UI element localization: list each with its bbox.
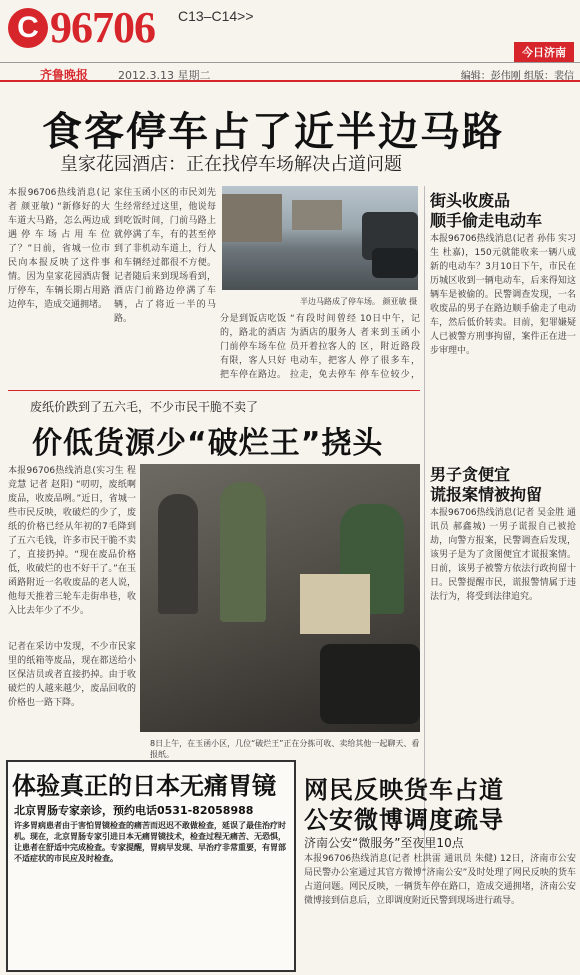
side2-headline-line1: 男子贪便宜 <box>430 465 511 484</box>
issue-date: 2012.3.13 星期二 <box>118 69 211 82</box>
story3-kicker: 济南公安“微服务”至夜里10点 <box>304 836 464 850</box>
lead-body-col3: 分是到饭店吃饭的，路北的酒店门前停车场车位有限，客人只好把车停在路边。 <box>220 314 286 380</box>
story2-body-col1: 本报96706热线消息(实习生 程竞慧 记者 赵阳) “叨叨，废纸啊废品，收废品咧。”近日，省城一些市民反映，收破烂的少了，废纸的价格已经从年初的7毛降到了五六毛钱，许多市民干脆不卖了，直接扔掉。“现在废品价格低，收破烂的也不好干了。”在玉函路附近一名收废品的老人说，他每天推着三轮车走街串巷，收入比去年少了不少。 <box>8 466 136 616</box>
editors-credit: 编辑：彭伟刚 组版：裴信 <box>460 71 574 82</box>
lead-body-col2: 家住玉函小区的市民刘先生经常经过这里，他说每到吃饭时间，门前马路上就停满了车，有的甚至停到了非机动车道上，行人和车辆经过都很不方便。记者随后来到现场看到，酒店门前路边停满了车辆，占了将近一半的马路。 <box>114 188 216 324</box>
story3-headline-line2: 公安微博调度疏导 <box>304 806 504 834</box>
story2-headline: 价低货源少“破烂王”挠头 <box>32 426 384 461</box>
lead-body-col1: 本报96706热线消息(记者 颜亚敏) “新修好的大车道大马路，怎么两边成遇停车场占用车位了？”日前，省城一位市民向本报反映了这件事情。因为皇家花园酒店餐厅停车，车辆长期占用路边停车，造成交通拥堵。 <box>8 188 110 310</box>
story2-kicker: 废纸价跌到了五六毛，不少市民干脆不卖了 <box>30 400 259 414</box>
ad-subtitle: 北京胃肠专家亲诊，预约电话0531-82058988 <box>14 804 254 817</box>
paper-name: 齐鲁晚报 <box>40 68 89 82</box>
story2-photo-caption: 8日上午，在玉函小区，几位“破烂王”正在分拣可收、卖给其他一起聊天、看报纸。 <box>150 739 420 759</box>
section-divider <box>8 390 420 391</box>
side1-headline-line2: 顺手偷走电动车 <box>430 211 543 230</box>
lead-headline: 食客停车占了近半边马路 <box>42 108 504 155</box>
story3-headline-line1: 网民反映货车占道 <box>304 776 504 804</box>
hotline-number: 96706 <box>50 3 155 52</box>
logo-badge: C <box>8 8 48 48</box>
lead-body-col5: 10日中午，记者来到玉函小区，附近路段停了很多车，停车位较少， <box>360 314 420 380</box>
side1-headline-line1: 街头收废品 <box>430 191 511 210</box>
side2-body: 本报96706热线消息(记者 吴金胜 通讯员 郝鑫城) 一男子谎报自己被抢劫，向警方报案，民警调查后发现，该男子是为了贪图便宜才谎报案情。日前，该男子被警方依法行政拘留十日。民警提醒市民，谎报警情属于违法行为，将受到法律追究。 <box>430 508 576 602</box>
page-range: C13–C14>> <box>178 8 254 24</box>
side2-headline-line2: 谎报案情被拘留 <box>430 485 543 504</box>
story2-body-col1b: 记者在采访中发现，不少市民家里的纸箱等废品，现在都送给小区保洁员或者直接扔掉。由于收破烂的人越来越少，废品回收的价格也一路下降。 <box>8 642 136 708</box>
ad-title: 体验真正的日本无痛胃镜 <box>12 771 276 800</box>
edition-badge: 今日济南 <box>514 42 574 62</box>
side1-body: 本报96706热线消息(记者 孙伟 实习生 杜嘉)，150元就能收来一辆八成新的电动车？3月10日下午，市民在历城区收到一辆电动车，后来得知这辆车是被偷的。民警调查发现，一名收废品的男子在路边顺手偷走了电动车，然后低价转卖。目前，犯罪嫌疑人已被警方刑事拘留，案件正在进一步审理中。 <box>430 234 576 356</box>
lead-subhead: 皇家花园酒店：正在找停车场解决占道问题 <box>60 154 402 175</box>
ad-body: 许多胃病患者由于害怕胃镜检查的痛苦而迟迟不敢做检查，延误了最佳治疗时机。现在，北京胃肠专家引进日本无痛胃镜技术，检查过程无痛苦、无恐惧，让患者在舒适中完成检查。专家提醒，胃病早发现、早治疗非常重要，有胃部不适症状的市民应及时检查。 <box>14 821 286 863</box>
story2-photo <box>140 464 420 732</box>
lead-photo-caption: 半边马路成了停车场。 颜亚敏 摄 <box>300 297 418 306</box>
lead-photo <box>222 186 418 290</box>
story3-body: 本报96706热线消息(记者 杜洪雷 通讯员 朱健) 12日，济南市公安局民警办公室通过其官方微博“济南公安”及时处理了网民反映的货车占道问题。网民反映，一辆货车停在路口，造成交通拥堵，济南公安微博接到信息后，立即调度附近民警到现场进行疏导。 <box>304 854 576 906</box>
lead-body-col4: “有段时间曾经为酒店的服务人员开着拉客人的电动车，把客人拉走，免去停车 <box>290 314 356 380</box>
